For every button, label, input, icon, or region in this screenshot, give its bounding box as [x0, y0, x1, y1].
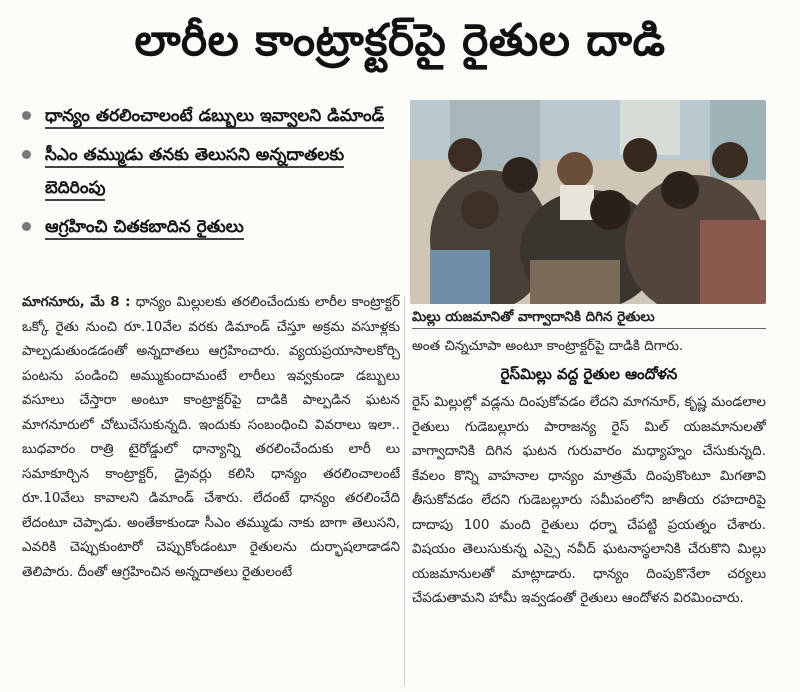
highlight-text: ధాన్యం తరలించాలంటే డబ్బులు ఇవ్వాలని డిమాండ్ [45, 106, 384, 129]
highlight-item [22, 139, 402, 205]
highlight-text: సీఎం తమ్ముడు తనకు తెలుసని అన్నదాతలకు బెదిరింపు [45, 145, 344, 201]
article-body-left: ధాన్యం మిల్లులకు తరలించేందుకు లారీల కాంట్రాక్టర్ ఒక్కో రైతు నుంచి రూ.10వేల వరకు డిమాండ్ చేస్తూ అక్రమ వసూళ్లకు పాల్పడుతుండడంతో అన్నదాతలు ఆగ్రహించారు. వ్యయప్రయాసాలకోర్చి పంటను పండించి అమ్ముకుందామంటే లారీలు ఇవ్వకుండా డబ్బులు వసూలు చేస్తారా అంటూ కాంట్రాక్టర్‌పై దాడికి పాల్పడిన ఘటన మాగనూరులో చోటుచేసుకున్నది. ఇందుకు సంబంధించి వివరాలు ఇలా.. బుధవారం రాత్రి టైరోడ్డులో ధాన్యాన్ని తరలించేందుకు లారీ లు సమాకూర్చిన కాంట్రాక్టర్, డ్రైవర్లు కలిసి ధాన్యం తరలించాలంటే రూ.10వేలు కావాలని డిమాండ్ చేశారు. లేదంటే ధాన్యం తరలించేది లేదంటూ చెప్పాడు. అంతేకాకుండా సీఎం తమ్ముడు నాకు బాగా తెలుసని, ఎవరికి చెప్పుకుంటారో చెప్పుకోండంటూ రైతులను దుర్భాషలాడాడని తెలిపారు. దీంతో ఆగ్రహించిన అన్నదాతలు రైతులంటే [22, 294, 400, 580]
article-lead-right: అంత చిన్నచూపా అంటూ కాంట్రాక్టర్‌పై దాడికి దిగారు. [412, 338, 684, 354]
article-column-left [22, 290, 400, 584]
article-column-right [412, 334, 766, 611]
highlight-text: ఆగ్రహించి చితకబాదిన రైతులు [45, 217, 244, 240]
column-divider [404, 296, 405, 686]
highlights-list [22, 100, 402, 250]
bullet-dot-icon [22, 150, 31, 159]
bullet-dot-icon [22, 111, 31, 120]
bullet-dot-icon [22, 222, 31, 231]
farmers-crowd-image [410, 100, 766, 304]
headline: లారీల కాంట్రాక్టర్‌పై రైతుల దాడి [134, 15, 666, 66]
news-photo [410, 100, 766, 304]
photo-caption: మిల్లు యజమానితో వాగ్వాదానికి దిగిన రైతులు [412, 306, 766, 329]
highlight-item [22, 211, 402, 244]
highlight-item [22, 100, 402, 133]
dateline: మాగనూరు, మే 8 : [22, 294, 131, 310]
subheading: రైస్‌మిల్లు వద్ద రైతుల ఆందోళన [500, 364, 678, 383]
article-body-right: రైస్ మిల్లుల్లో వడ్లను దింపుకోవడం లేదని మాగనూర్, కృష్ణ మండలాల రైతులు గుడెబల్లూరు పారాజన్య రైస్ మిల్ యజమానులతో వాగ్వాదానికి దిగిన ఘటన గురువారం మధ్యాహ్నం చేసుకున్నది. కేవలం కొన్ని వాహనాల ధాన్యం మాత్రమే దింపుకొంటూ మిగతావి తీసుకోవడం లేదని గుడెబల్లూరు సమీపంలోని జాతీయ రహదారిపై దాదాపు 100 మంది రైతులు ధర్నా చేపట్టి ప్రయత్నం చేశారు. విషయం తెలుసుకున్న ఎస్సై నవీద్ ఘటనాస్థలానికి చేరుకొని మిల్లు యజమానులతో మాట్లాడారు. ధాన్యం దింపుకొనేలా చర్యలు చేపడుతామని హామీ ఇవ్వడంతో రైతులు ఆందోళన విరమించారు. [412, 394, 766, 606]
